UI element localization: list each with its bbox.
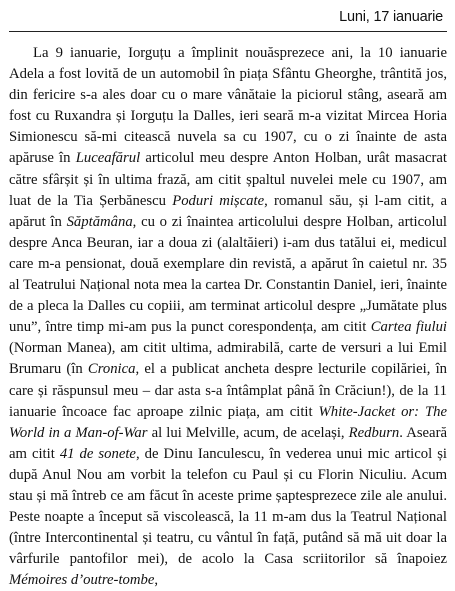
- italic-title: Poduri mișcate: [172, 192, 265, 209]
- italic-title: 41 de sonete: [59, 445, 136, 462]
- text-run: La 9 ianuarie, Iorguțu a împlinit nouăsprezece ani, la 10 ianuarie Adela a fost lovită de un automobil în piața Sfântu Gheorghe, trântită jos, din fericire s-a ales doar cu o mare vânătaie la piciorul stâng, aseară am fost cu Ruxandra și Iorguțu la Dalles, ieri seară m-a vizitat Mircea Horia Simionescu să-mi citească nuvela sa cu 1907, cu o zi înainte de asta apăruse în: [9, 45, 447, 167]
- italic-title: White-Jacket or: The World in a Man-of-War: [9, 403, 447, 441]
- italic-title: Redburn: [348, 424, 400, 441]
- page-title: Luni, 17 ianuarie: [339, 9, 443, 25]
- italic-title: Cartea fiului: [370, 319, 448, 336]
- italic-title: Mémoires d’outre-tombe: [9, 572, 155, 589]
- text-run: . Aseară am citit: [9, 424, 447, 462]
- text-run: , cu o zi înaintea articolului despre Holban, articolul despre Anca Beuran, iar a doua zi (alaltăieri) i-am dus tatălui ei, medicul care m-a pensionat, două exemplare din revistă, a apărut în caietul nr. 35 al Teatrului Național nota mea la cartea Dr. Constantin Daniel, ieri, înainte de a pleca la Dalles cu copiii, am terminat articolul despre „Jumătate plus unu”, între timp mi-am pus la punct corespondența, am citit: [9, 213, 447, 336]
- text-run: articolul meu despre Anton Holban, urât masacrat către sfârșit și în ultima frază, am citit șpaltul nuvelei mele cu 1907, am luat de la Tia Șerbănescu: [9, 150, 447, 209]
- text-run: al lui Melville, acum, de același,: [147, 424, 349, 441]
- italic-title: Luceafărul: [75, 150, 141, 167]
- italic-title: Cronica: [87, 361, 136, 378]
- italic-title: Săptămâna: [66, 213, 133, 230]
- text-run: , romanul său, și l-am citit, a apărut în: [9, 192, 447, 230]
- text-run: , el a publicat ancheta despre lecturile copilăriei, în care și răspunsul meu – dar asta s-a întâmplat până în Crăciun!), de la 11 ianuarie încoace fac aproape zilnic piața, am citit: [9, 361, 447, 420]
- text-run: ,: [154, 572, 159, 589]
- text-run: (Norman Manea), am citit ultima, admirabilă, carte de versuri a lui Emil Brumaru (în: [9, 340, 447, 378]
- text-run: , de Dinu Ianculescu, în vederea unui mic articol și după Anul Nou am vorbit la telefon cu Paul și cu Florin Niculiu. Acum stau și mă întreb ce am făcut în aceste prime șaptesprezece zile ale anului. Peste noapte a început să viscolească, la 11 m-am dus la Teatrul Național (între Intercontinental și teatru, cu vântul în față, putând să mă uit doar la vârfurile pantofilor mei), de acolo la Casa scriitorilor să înapoiez: [9, 445, 447, 568]
- body-paragraph: [9, 43, 447, 591]
- page-header: [9, 8, 447, 32]
